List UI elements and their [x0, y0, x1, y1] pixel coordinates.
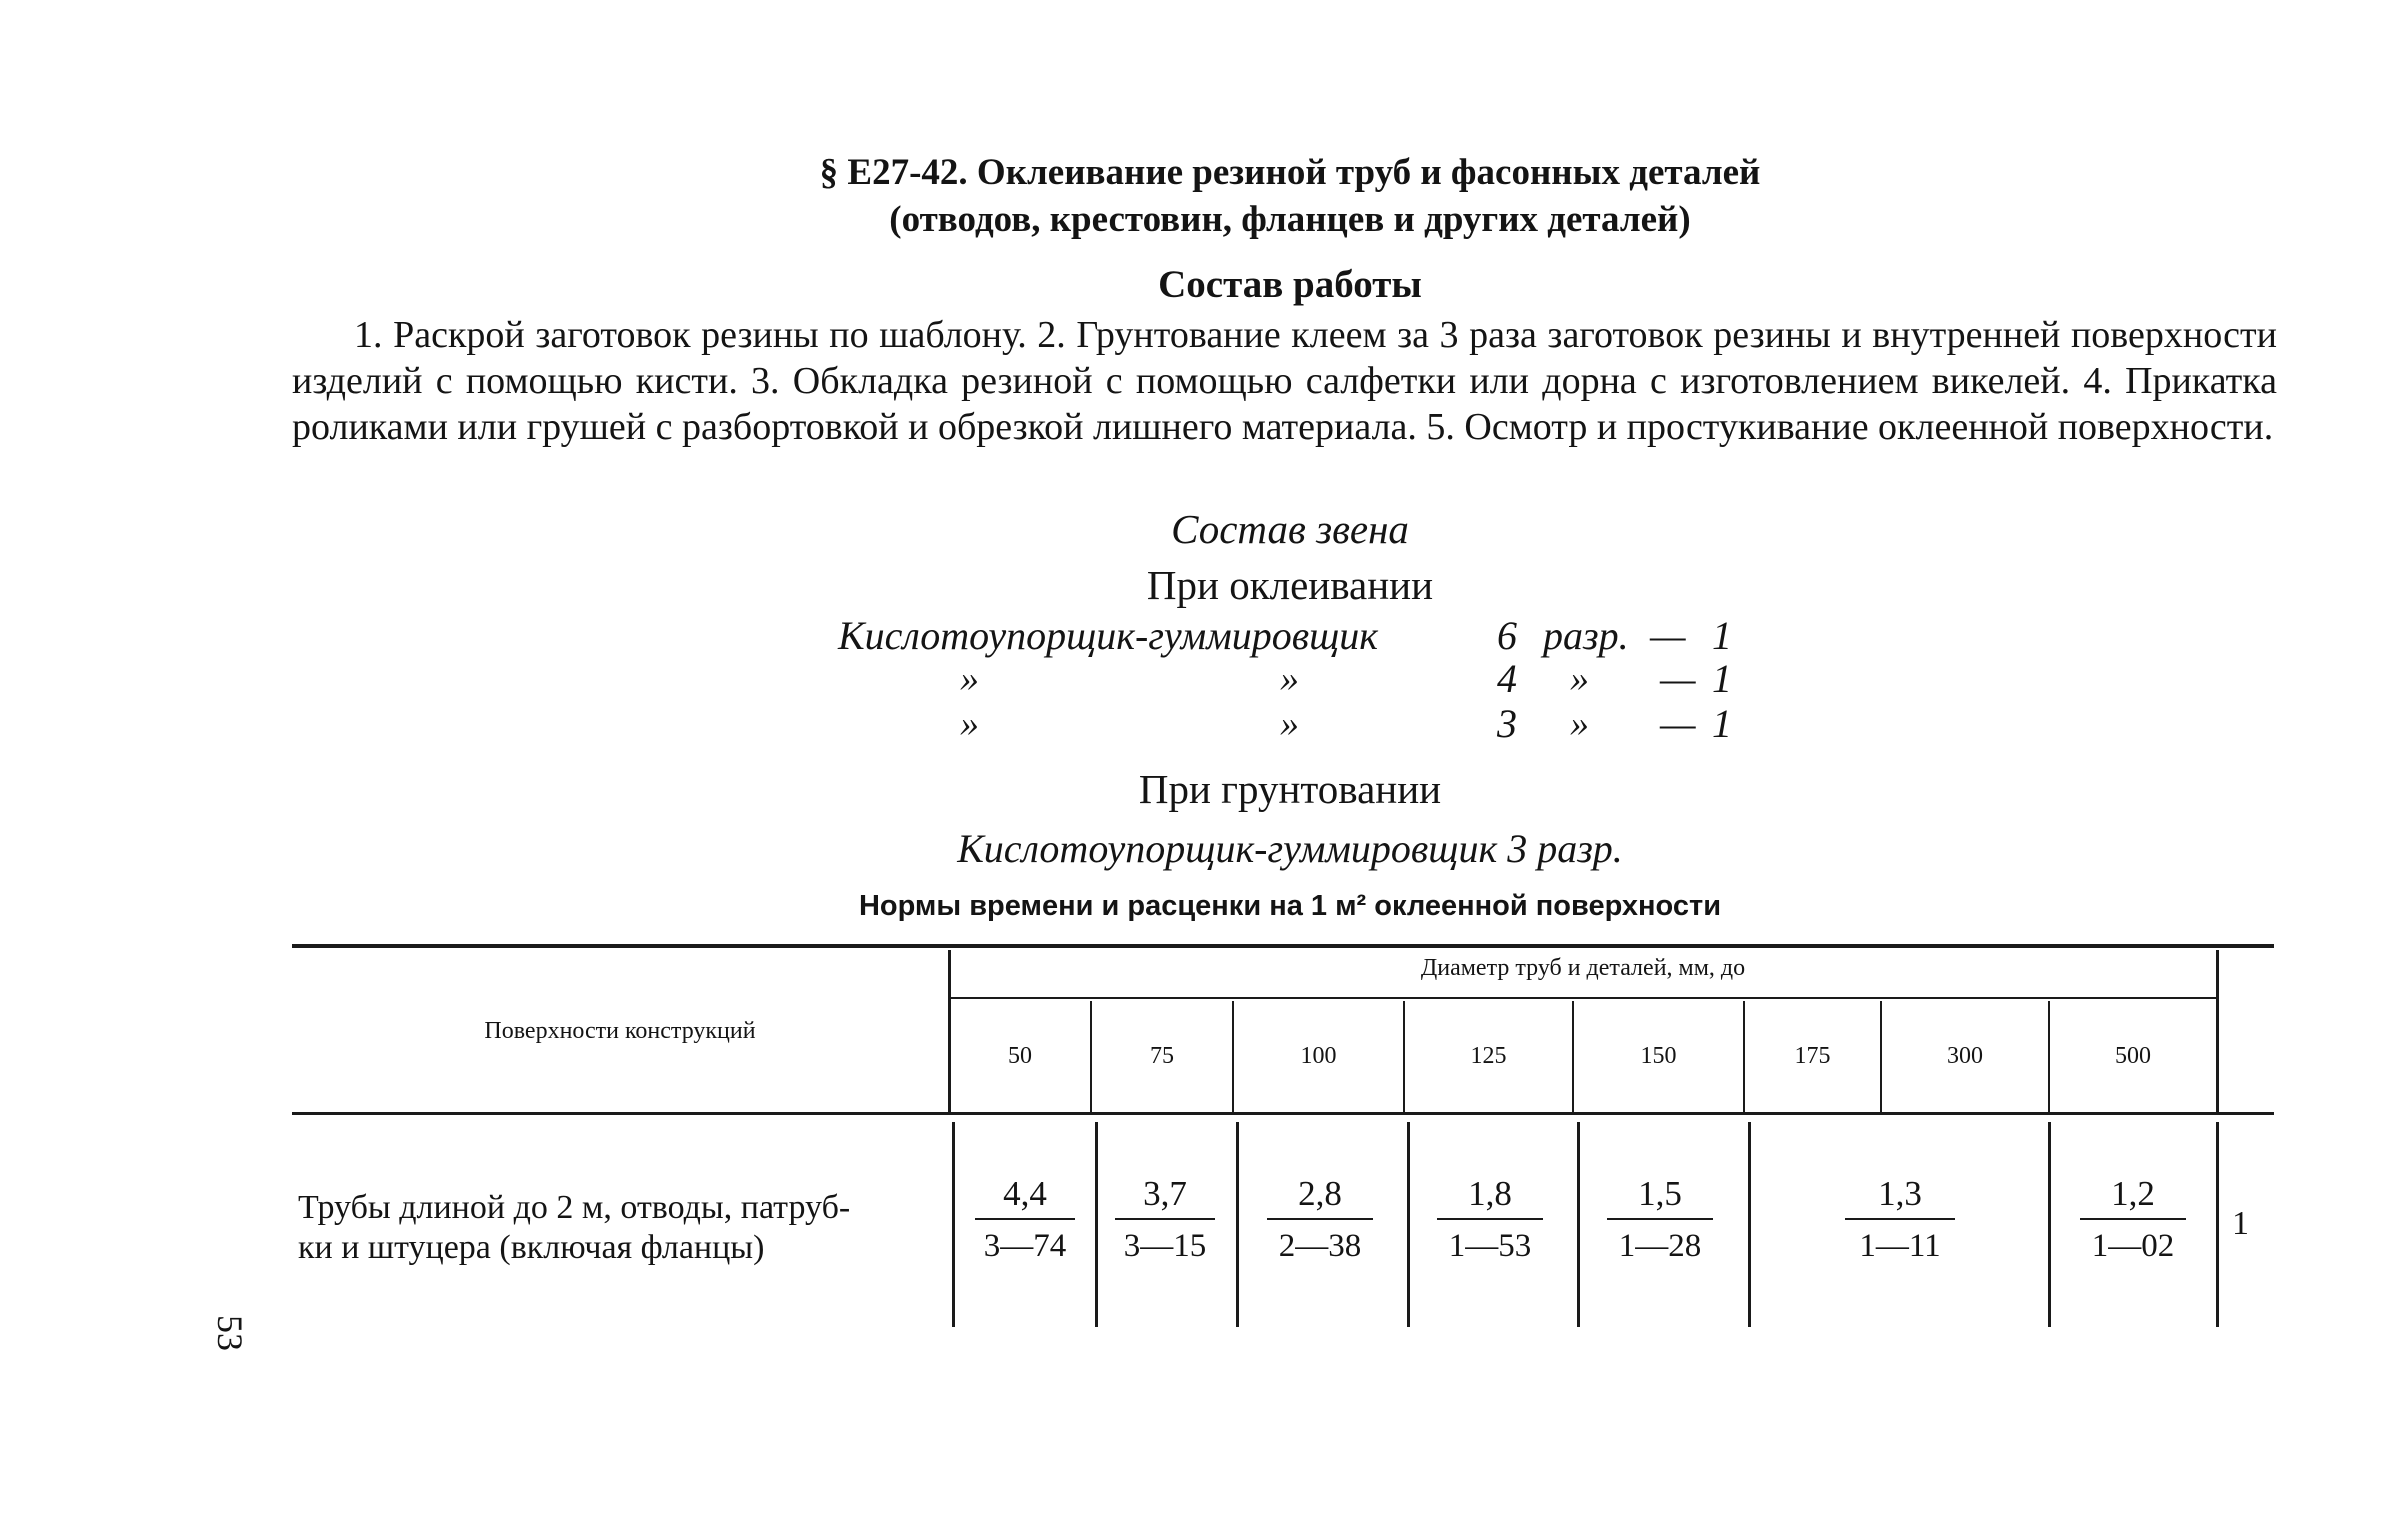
norm-150: 1,5	[1638, 1174, 1682, 1213]
section-title-line1: § Е27-42. Оклеивание резиной труб и фасонных деталей	[819, 152, 1761, 193]
group-header: Диаметр труб и деталей, мм, до	[1420, 955, 1746, 981]
diameter-100: 100	[1300, 1043, 1337, 1069]
norm-175-300: 1,3	[1878, 1174, 1922, 1213]
body-vline-label	[952, 1122, 955, 1327]
fraction-bar	[975, 1218, 1075, 1220]
diameter-125: 125	[1470, 1043, 1507, 1069]
diameter-500: 500	[2115, 1043, 2151, 1069]
fraction-bar	[2080, 1218, 2186, 1220]
cell-125	[1435, 1172, 1545, 1268]
crew-line-1-count: 1	[1712, 613, 1732, 658]
cell-50	[975, 1172, 1075, 1268]
crew-line-3-profession: »	[960, 703, 979, 745]
priming-line: Кислотоупорщик-гуммировщик 3 разр.	[957, 826, 1623, 871]
rate-100: 2—38	[1278, 1228, 1362, 1264]
crew-line-3-dash: —	[1660, 701, 1696, 746]
diameter-175: 175	[1794, 1043, 1831, 1069]
norm-500: 1,2	[2111, 1174, 2155, 1213]
section-title-line2: (отводов, крестовин, фланцев и других деталей)	[889, 199, 1691, 240]
row-number: 1	[2232, 1205, 2249, 1242]
crew-line-1-grade: 6	[1497, 613, 1517, 658]
cell-175-300	[1840, 1172, 1960, 1268]
cell-150	[1605, 1172, 1715, 1268]
body-vline-5	[1748, 1122, 1751, 1327]
diameter-300: 300	[1947, 1043, 1983, 1069]
work-text: 1. Раскрой заготовок резины по шаблону. 2. Грунтование клеем за 3 раза заготовок резины и внутренней поверхности изделий с помощью кисти. 3. Обкладка резиной с помощью салфетки или дорна с изготовлением викелей. 4. Прикатка роликами или грушей с разбортовкой и обрезкой лишнего материала. 5. Осмотр и простукивание оклеенной поверхности.	[292, 314, 2277, 448]
rate-50: 3—74	[983, 1228, 1067, 1264]
row-label-line2: ки и штуцера (включая фланцы)	[298, 1229, 765, 1266]
body-vline-6	[2048, 1122, 2051, 1327]
table-header-bottom-rule	[292, 1112, 2274, 1115]
norm-100: 2,8	[1298, 1174, 1342, 1213]
rate-75: 3—15	[1123, 1228, 1207, 1264]
body-vline-1	[1095, 1122, 1098, 1327]
crew-line-2-profession: »	[960, 658, 979, 700]
rate-175-300: 1—11	[1859, 1228, 1941, 1264]
cell-75	[1115, 1172, 1215, 1268]
gluing-heading: При оклеивании	[1146, 562, 1434, 608]
table-caption: Нормы времени и расценки на 1 м² оклеенной поверхности	[858, 890, 1722, 922]
rate-125: 1—53	[1448, 1228, 1532, 1264]
cell-100	[1265, 1172, 1375, 1268]
fraction-bar	[1437, 1218, 1543, 1220]
row-header: Поверхности конструкций	[484, 1018, 756, 1044]
body-vline-4	[1577, 1122, 1580, 1327]
crew-line-3-unit: »	[1570, 703, 1589, 745]
norm-50: 4,4	[1003, 1174, 1047, 1213]
rate-150: 1—28	[1618, 1228, 1702, 1264]
crew-line-2-dash: —	[1660, 656, 1696, 701]
body-vline-3	[1407, 1122, 1410, 1327]
page-number: 53	[210, 1315, 250, 1351]
norm-75: 3,7	[1143, 1174, 1187, 1213]
crew-line-3-grade: 3	[1497, 701, 1517, 746]
crew-line-2-ditto: »	[1280, 658, 1299, 700]
rate-500: 1—02	[2091, 1228, 2175, 1264]
fraction-bar	[1267, 1218, 1373, 1220]
crew-line-2-count: 1	[1712, 656, 1732, 701]
norm-125: 1,8	[1468, 1174, 1512, 1213]
diameter-75: 75	[1150, 1043, 1174, 1069]
crew-line-3-ditto: »	[1280, 703, 1299, 745]
crew-line-1-unit: разр.	[1543, 613, 1629, 658]
body-vline-2	[1236, 1122, 1239, 1327]
work-heading: Состав работы	[1158, 263, 1422, 306]
crew-line-3-count: 1	[1712, 701, 1732, 746]
cell-500	[2077, 1172, 2189, 1268]
priming-heading: При грунтовании	[1138, 766, 1442, 812]
diameter-150: 150	[1640, 1043, 1677, 1069]
diameter-50: 50	[1008, 1043, 1032, 1069]
crew-line-1-dash: —	[1650, 613, 1686, 658]
fraction-bar	[1607, 1218, 1713, 1220]
table-top-rule	[292, 944, 2274, 948]
row-label-line1: Трубы длиной до 2 м, отводы, патруб-	[298, 1189, 851, 1226]
table-subheader-rule	[950, 997, 2216, 999]
fraction-bar	[1115, 1218, 1215, 1220]
body-vline-right	[2216, 1122, 2219, 1327]
crew-heading: Состав звена	[1171, 506, 1409, 552]
crew-line-2-unit: »	[1570, 658, 1589, 700]
crew-line-2-grade: 4	[1497, 656, 1517, 701]
fraction-bar	[1845, 1218, 1955, 1220]
crew-line-1-profession: Кислотоупорщик-гуммировщик	[838, 613, 1378, 658]
table-vline-right	[2216, 950, 2219, 1112]
